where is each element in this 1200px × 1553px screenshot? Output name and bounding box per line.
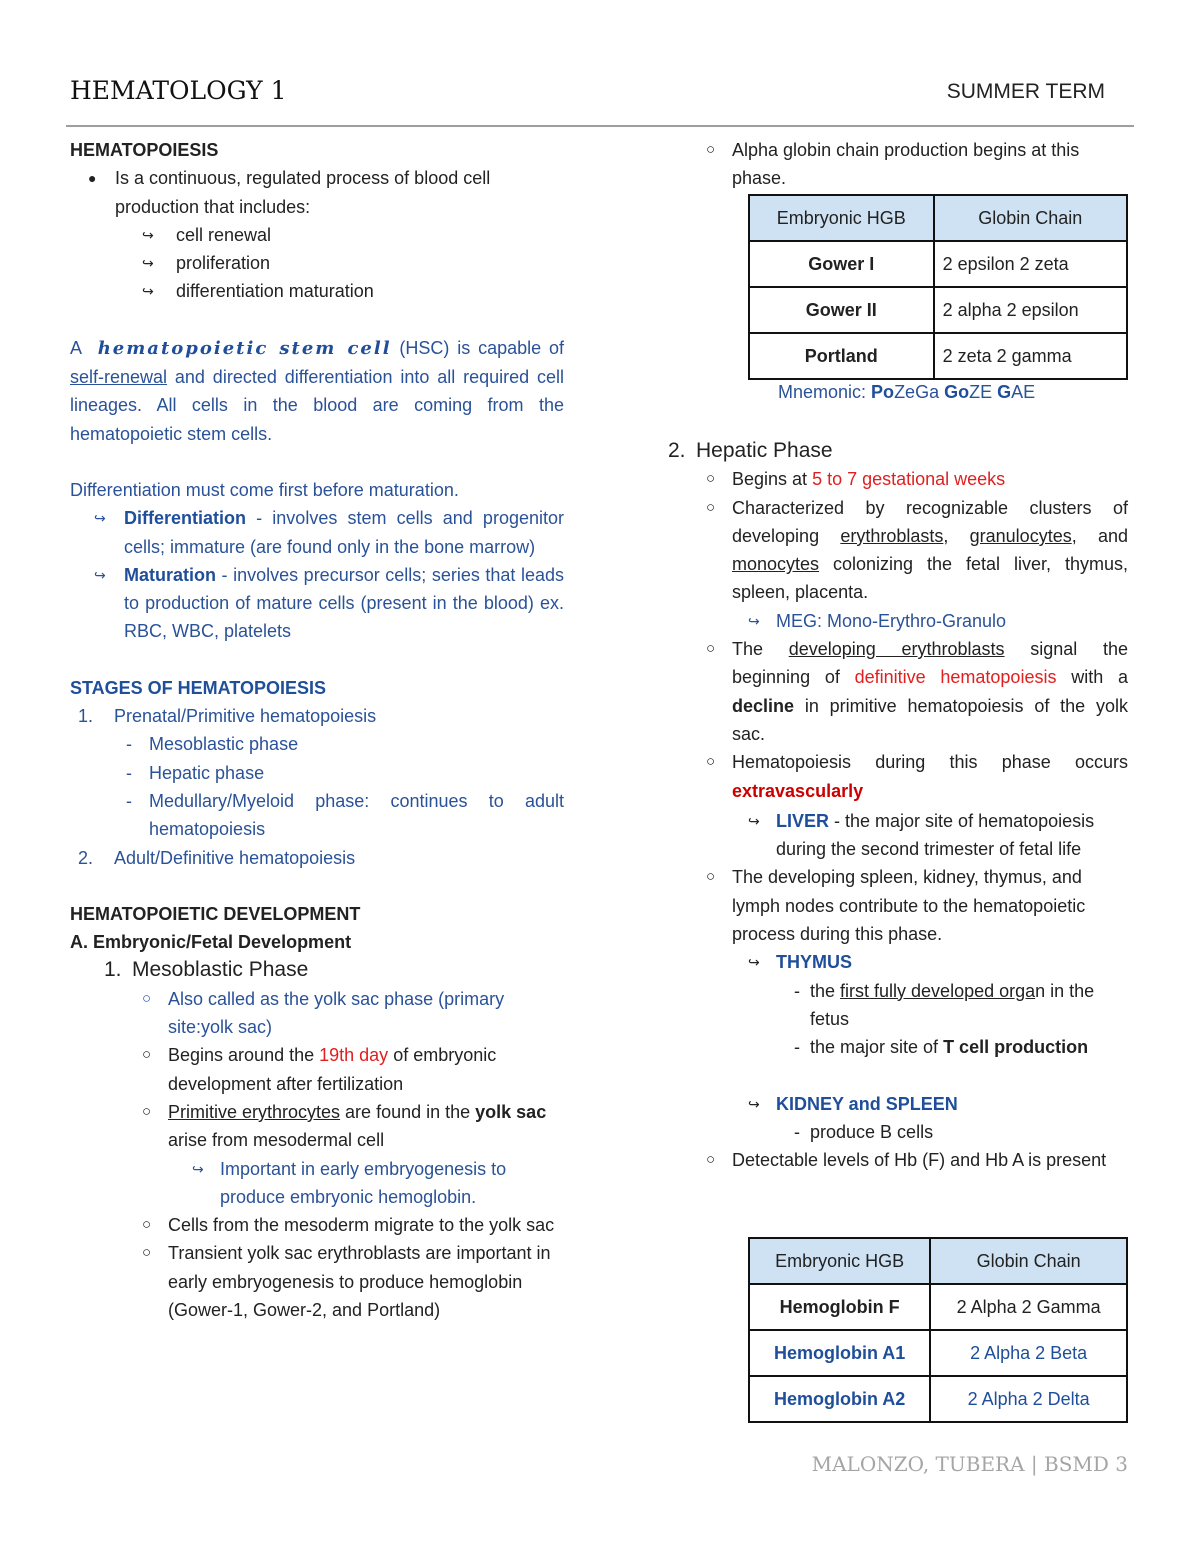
list-item: ○ Hematopoiesis during this phase occurs extravascularly <box>668 748 1128 805</box>
circle-bullet-icon: ○ <box>706 868 716 886</box>
list-item: ↪ differentiation maturation <box>70 277 564 305</box>
table-row <box>749 1284 1127 1330</box>
list-item: ↪ Important in early embryogenesis to produce embryonic hemoglobin. <box>70 1155 564 1212</box>
arrow-icon: ↪ <box>748 954 760 971</box>
phase-heading: 1. Mesoblastic Phase <box>104 958 309 982</box>
list-item: ↪ KIDNEY and SPLEEN <box>668 1090 1128 1118</box>
document-title: HEMATOLOGY 1 <box>70 76 287 105</box>
circle-bullet-icon: ○ <box>706 1151 716 1169</box>
table-header-cell: Embryonic HGB <box>749 195 934 241</box>
list-item: - produce B cells <box>794 1121 934 1142</box>
circle-bullet-icon: ○ <box>706 141 716 158</box>
list-item: ↪ LIVER - the major site of hematopoiesis during the second trimester of fetal life <box>668 807 1128 864</box>
bullet-dot-icon: ● <box>88 170 97 187</box>
header-divider <box>66 125 1134 127</box>
circle-bullet-icon: ○ <box>706 640 716 658</box>
table-cell: Hemoglobin A1 <box>749 1330 930 1376</box>
list-item: - Mesoblastic phase <box>126 734 299 755</box>
section-title-hematopoiesis: HEMATOPOIESIS <box>70 140 219 160</box>
circle-bullet-icon: ○ <box>706 470 716 488</box>
left-column <box>70 136 564 1324</box>
table-cell: Gower I <box>749 241 934 287</box>
list-item: ○ Characterized by recognizable clusters of developing erythroblasts, granulocytes, and monocytes colonizing the fetal liver, thymus, spleen, placenta. <box>668 494 1128 607</box>
list-item: 2. Adult/Definitive hematopoiesis <box>78 847 356 868</box>
arrow-icon: ↪ <box>142 255 154 272</box>
arrow-icon: ↪ <box>748 1095 760 1112</box>
table-cell: 2 alpha 2 epsilon <box>934 287 1127 333</box>
list-item: - the first fully developed organ in the fetus <box>794 980 1095 1029</box>
list-item: ○ Alpha globin chain production begins at this phase. <box>668 136 1128 193</box>
term-label: SUMMER TERM <box>946 80 1105 103</box>
table-cell: Portland <box>749 333 934 379</box>
table-row <box>749 287 1127 333</box>
right-column <box>668 136 1128 193</box>
table-row <box>749 1376 1127 1422</box>
subsection-title: A. Embryonic/Fetal Development <box>70 932 352 953</box>
section-title-stages: STAGES OF HEMATOPOIESIS <box>70 677 327 698</box>
arrow-icon: ↪ <box>94 566 106 583</box>
hemoglobin-table <box>748 1237 1128 1423</box>
list-item: ↪ THYMUS <box>668 948 1128 976</box>
arrow-icon: ↪ <box>142 226 154 243</box>
table-cell: 2 Alpha 2 Delta <box>930 1376 1127 1422</box>
circle-bullet-icon: ○ <box>142 1244 152 1262</box>
list-item: - Hepatic phase <box>126 762 265 783</box>
footer-authors: MALONZO, TUBERA | BSMD 3 <box>811 1452 1128 1476</box>
circle-bullet-icon: ○ <box>142 989 152 1007</box>
list-item: 1. Prenatal/Primitive hematopoiesis <box>78 706 377 727</box>
arrow-icon: ↪ <box>748 812 760 829</box>
list-item: ○ Cells from the mesoderm migrate to the yolk sac <box>70 1211 564 1239</box>
table-cell: 2 Alpha 2 Beta <box>930 1330 1127 1376</box>
table-row <box>749 241 1127 287</box>
list-item: ○ Transient yolk sac erythroblasts are important in early embryogenesis to produce hemoglobin (Gower-1, Gower-2, and Portland) <box>70 1239 564 1324</box>
table-header-cell: Globin Chain <box>930 1238 1127 1284</box>
circle-bullet-icon: ○ <box>142 1102 152 1120</box>
table-row <box>749 333 1127 379</box>
list-item: ○ The developing erythroblasts signal the beginning of definitive hematopoiesis with a decline in primitive hematopoiesis of the yolk sac. <box>668 635 1128 748</box>
list-item: ○ Also called as the yolk sac phase (primary site:yolk sac) <box>70 985 564 1042</box>
list-item: ○ Begins at 5 to 7 gestational weeks <box>668 465 1128 493</box>
list-item: ○ Detectable levels of Hb (F) and Hb A is present <box>668 1146 1128 1174</box>
section-title-development: HEMATOPOIETIC DEVELOPMENT <box>70 903 361 924</box>
list-item: ○ Begins around the 19th day of embryonic development after fertilization <box>70 1041 564 1098</box>
arrow-icon: ↪ <box>748 612 760 629</box>
embryonic-hgb-table <box>748 194 1128 380</box>
table-cell: 2 epsilon 2 zeta <box>934 241 1127 287</box>
list-item: ↪ Differentiation - involves stem cells and progenitor cells; immature (are found only in the bone marrow) <box>70 504 564 561</box>
arrow-icon: ↪ <box>192 1160 204 1177</box>
table-header-row <box>749 195 1127 241</box>
circle-bullet-icon: ○ <box>706 498 716 516</box>
table-header-cell: Globin Chain <box>934 195 1127 241</box>
mnemonic: Mnemonic: PoZeGa GoZE GAE <box>778 382 1036 402</box>
table-cell: 2 zeta 2 gamma <box>934 333 1127 379</box>
table-cell: 2 Alpha 2 Gamma <box>930 1284 1127 1330</box>
hsc-paragraph: A hematopoietic stem cell (HSC) is capable of self-renewal and directed differentiation into all required cell lineages. All cells in the blood are coming from the hematopoietic stem cells. <box>70 337 564 444</box>
table-header-cell: Embryonic HGB <box>749 1238 930 1284</box>
circle-bullet-icon: ○ <box>142 1216 152 1234</box>
arrow-icon: ↪ <box>94 510 106 527</box>
table-header-row <box>749 1238 1127 1284</box>
list-item: - Medullary/Myeloid phase: continues to adult hematopoiesis <box>126 790 564 840</box>
list-item: ○ Primitive erythrocytes are found in the yolk sac arise from mesodermal cell <box>70 1098 564 1155</box>
phase-heading: 2. Hepatic Phase <box>668 439 833 462</box>
arrow-icon: ↪ <box>142 283 154 300</box>
list-item: ○ The developing spleen, kidney, thymus, and lymph nodes contribute to the hematopoietic process during this phase. <box>668 863 1128 948</box>
list-item: ↪ Maturation - involves precursor cells; series that leads to production of mature cells (present in the blood) ex. RBC, WBC, platelets <box>70 561 564 646</box>
circle-bullet-icon: ○ <box>142 1046 152 1064</box>
list-item: - the major site of T cell production <box>794 1037 1089 1058</box>
table-cell: Hemoglobin F <box>749 1284 930 1330</box>
table-cell: Gower II <box>749 287 934 333</box>
circle-bullet-icon: ○ <box>706 753 716 771</box>
table-row <box>749 1330 1127 1376</box>
list-item: ↪ cell renewal <box>70 221 564 249</box>
hepatic-section <box>668 437 1128 1174</box>
bullet-item: ● Is a continuous, regulated process of blood cell production that includes: <box>70 164 564 221</box>
diff-intro: Differentiation must come first before maturation. <box>70 479 459 500</box>
hsc-term: hematopoietic stem cell <box>97 337 392 359</box>
table-cell: Hemoglobin A2 <box>749 1376 930 1422</box>
list-item: ↪ MEG: Mono-Erythro-Granulo <box>668 607 1128 635</box>
list-item: ↪ proliferation <box>70 249 564 277</box>
